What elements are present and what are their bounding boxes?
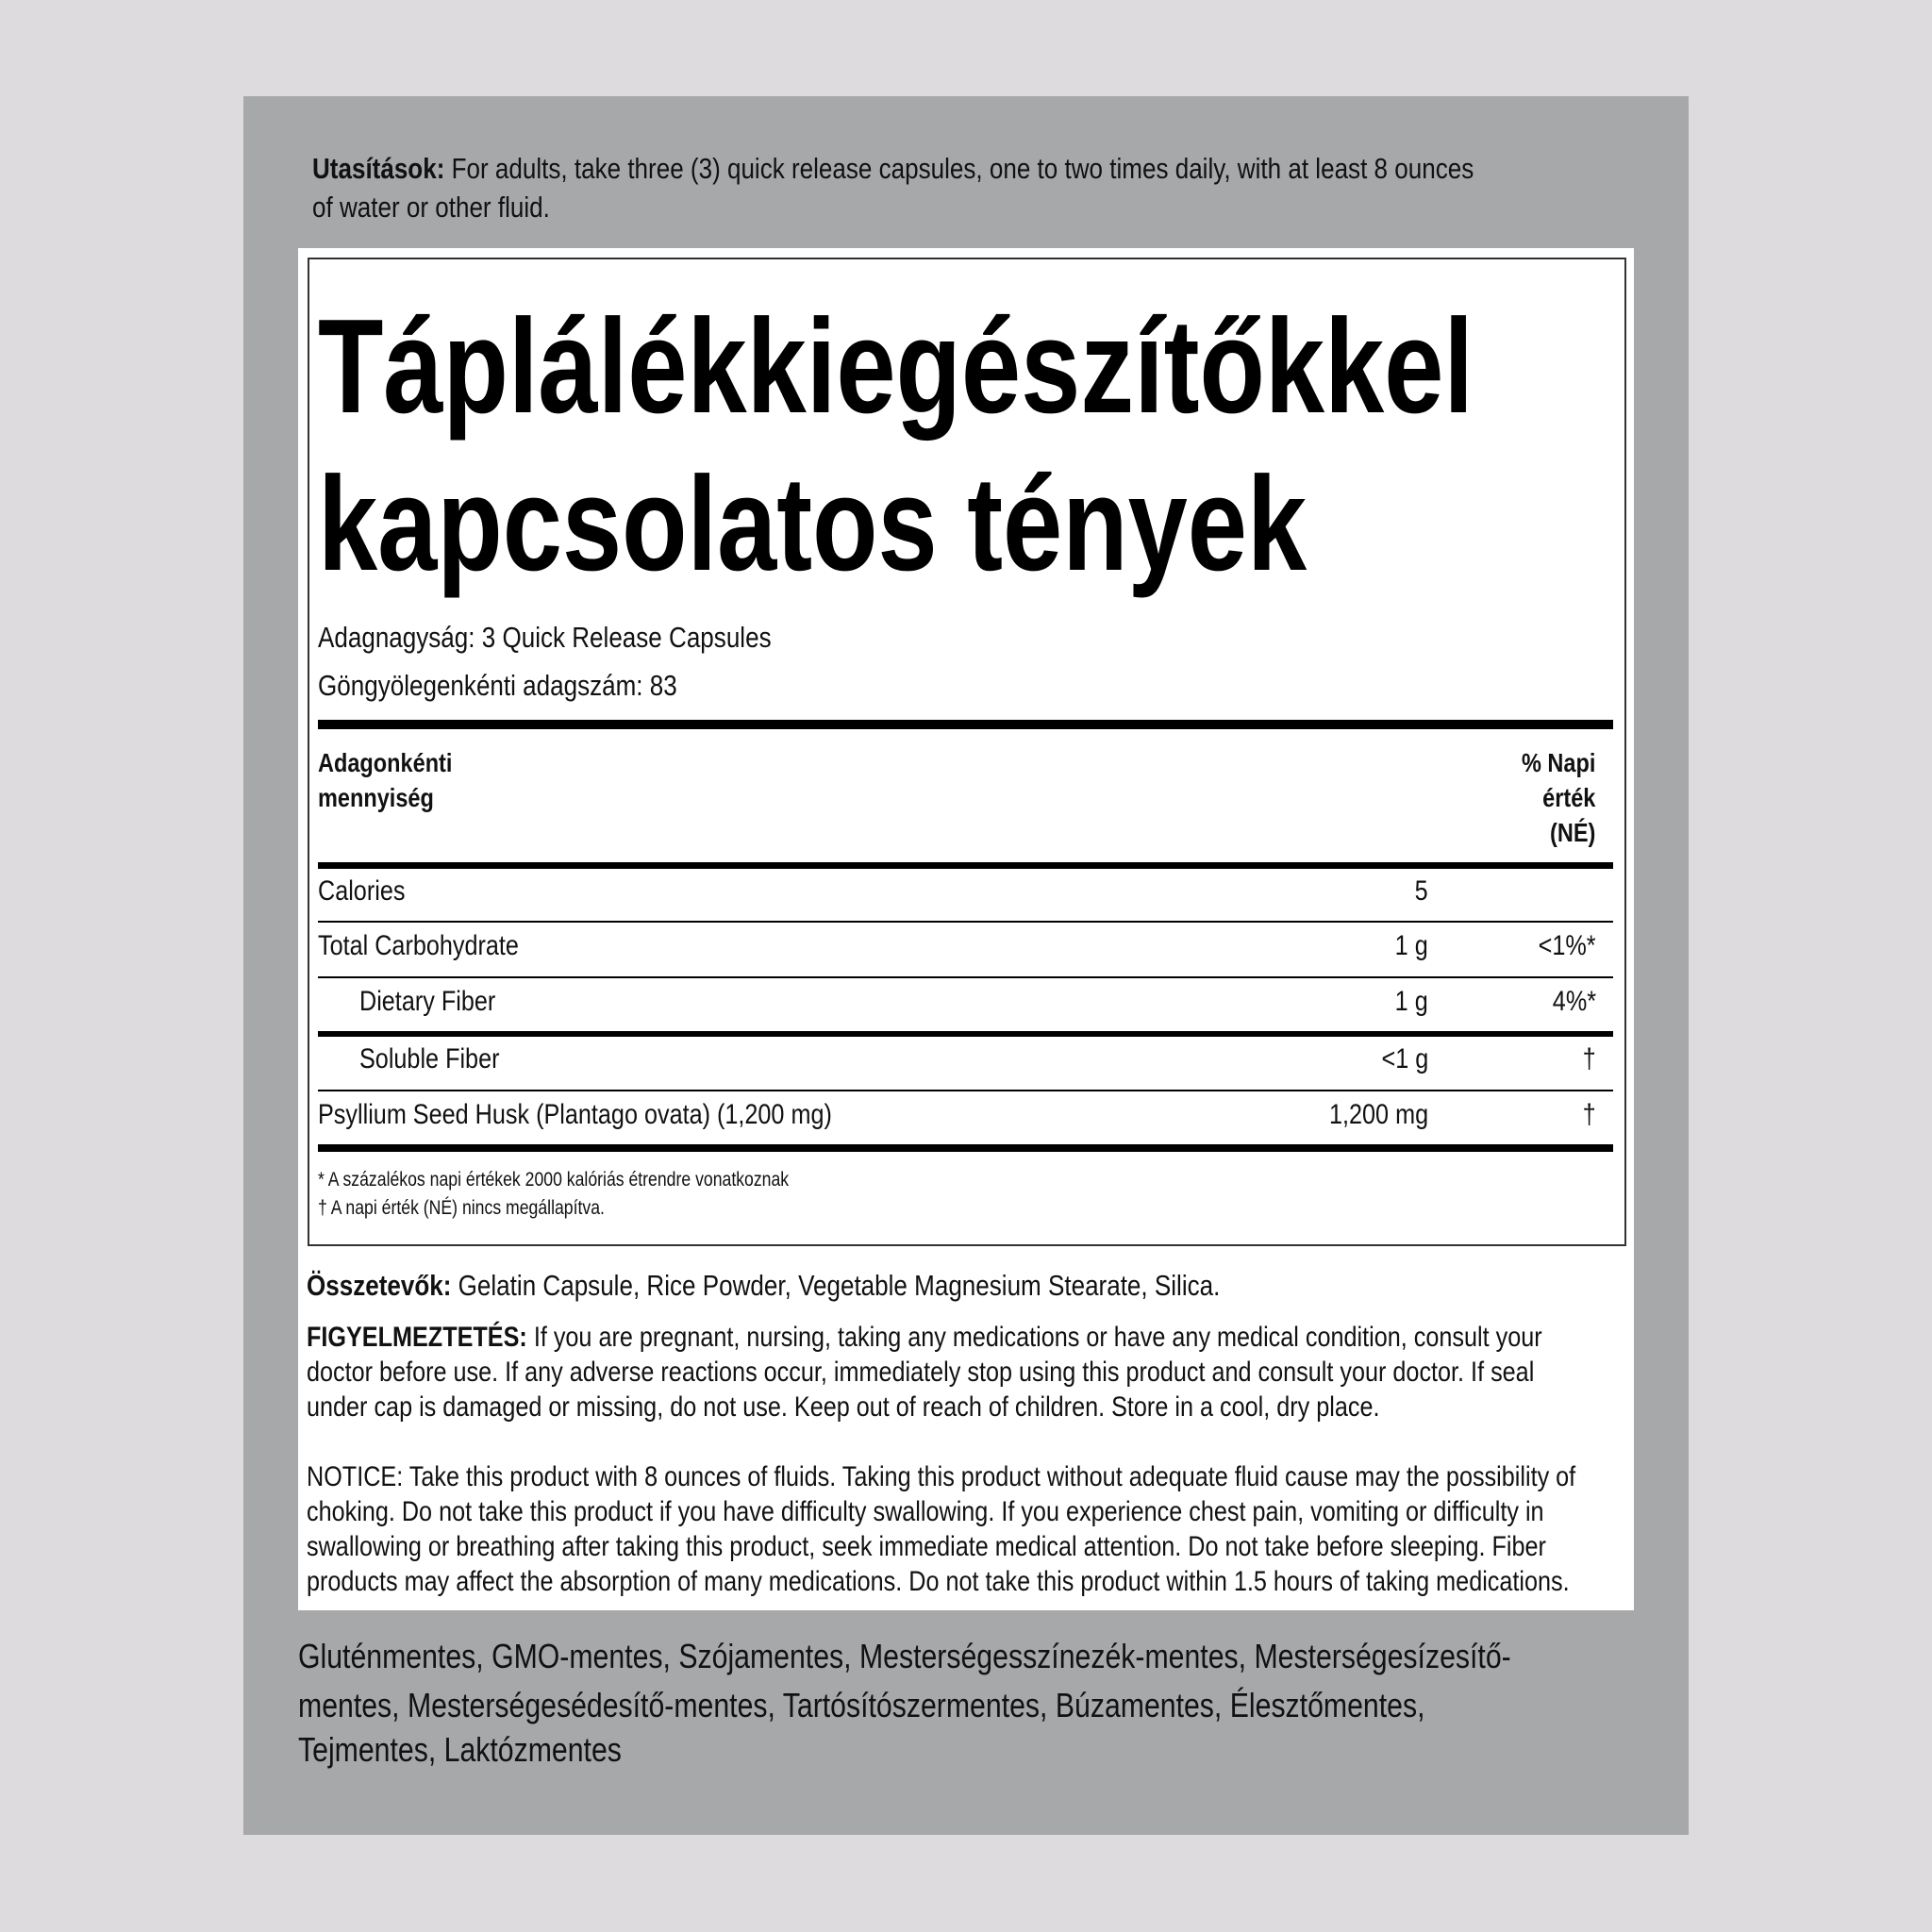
header-line: mennyiség	[318, 783, 434, 812]
title-line: Táplálékkiegészítőkkel	[318, 291, 1474, 441]
nutrient-dv: †	[1582, 1099, 1596, 1130]
directions	[312, 149, 1474, 226]
amount-header	[318, 745, 452, 815]
serving-size: Adagnagyság: 3 Quick Release Capsules	[318, 621, 772, 654]
nutrient-name: Dietary Fiber	[359, 986, 496, 1017]
nutrient-dv: <1%*	[1539, 930, 1596, 961]
title-line: kapcsolatos tények	[318, 449, 1307, 599]
nutrient-row	[318, 983, 1613, 1021]
nutrient-name: Calories	[318, 875, 406, 907]
nutrient-amount: 1 g	[1394, 930, 1428, 961]
thick-divider	[318, 1144, 1613, 1152]
nutrient-row	[318, 873, 1613, 910]
header-line: Adagonkénti	[318, 748, 453, 777]
facts-title	[318, 288, 1474, 603]
warning-label: FIGYELMEZTETÉS:	[307, 1322, 527, 1353]
free-from-line: Gluténmentes, GMO-mentes, Szójamentes, Mesterségesszínezék-mentes, Mesterségesízesítő-	[298, 1637, 1511, 1675]
dv-header	[1522, 745, 1595, 850]
notice-line: swallowing or breathing after taking this product, seek immediate medical attention. Do not take before sleeping. Fiber	[307, 1531, 1546, 1562]
header-line: érték	[1541, 783, 1595, 812]
nutrient-dv: †	[1582, 1043, 1596, 1074]
nutrient-row	[318, 927, 1613, 965]
nutrient-amount: <1 g	[1381, 1043, 1428, 1074]
ingredients	[307, 1266, 1220, 1305]
divider	[318, 1090, 1613, 1091]
free-from-list	[298, 1632, 1511, 1774]
header-line: (NÉ)	[1549, 818, 1595, 847]
free-from-line: mentes, Mesterségesédesítő-mentes, Tartósítószermentes, Búzamentes, Élesztőmentes,	[298, 1686, 1425, 1724]
nutrient-name: Total Carbohydrate	[318, 930, 519, 961]
nutrient-amount: 1,200 mg	[1328, 1099, 1428, 1130]
notice	[307, 1459, 1575, 1599]
ingredients-label: Összetevők:	[307, 1269, 452, 1302]
nutrient-name: Psyllium Seed Husk (Plantago ovata) (1,200 mg)	[318, 1099, 832, 1130]
header-line: % Napi	[1521, 748, 1595, 777]
nutrient-amount: 5	[1414, 875, 1428, 907]
divider	[318, 921, 1613, 923]
footnote: * A százalékos napi értékek 2000 kalóriás étrendre vonatkoznak	[318, 1169, 790, 1191]
thick-divider	[318, 720, 1613, 729]
footnote: † A napi érték (NÉ) nincs megállapítva.	[318, 1197, 605, 1219]
warning-line: If you are pregnant, nursing, taking any medications or have any medical condition, consult your	[533, 1322, 1542, 1353]
thick-divider	[318, 862, 1613, 869]
warning-line: under cap is damaged or missing, do not use. Keep out of reach of children. Store in a cool, dry place.	[307, 1391, 1380, 1423]
directions-line: For adults, take three (3) quick release capsules, one to two times daily, with at least 8 ounces	[451, 152, 1474, 185]
footnotes	[318, 1166, 789, 1223]
warning	[307, 1320, 1542, 1424]
nutrient-name: Soluble Fiber	[359, 1043, 500, 1074]
warning-line: doctor before use. If any adverse reactions occur, immediately stop using this product and consult your doctor. If seal	[307, 1357, 1535, 1388]
notice-line: choking. Do not take this product if you have difficulty swallowing. If you experience chest pain, vomiting or difficulty in	[307, 1496, 1544, 1527]
thick-divider	[318, 1031, 1613, 1037]
nutrient-dv: 4%*	[1552, 986, 1596, 1017]
ingredients-text: Gelatin Capsule, Rice Powder, Vegetable Magnesium Stearate, Silica.	[458, 1269, 1221, 1302]
servings-per-container: Göngyölegenkénti adagszám: 83	[318, 669, 677, 702]
directions-label: Utasítások:	[312, 152, 445, 185]
nutrient-row	[318, 1041, 1613, 1078]
notice-line: NOTICE: Take this product with 8 ounces of fluids. Taking this product without adequate fluid cause may the possibility of	[307, 1461, 1576, 1492]
nutrient-amount: 1 g	[1394, 986, 1428, 1017]
notice-line: products may affect the absorption of many medications. Do not take this product within 1.5 hours of taking medications.	[307, 1566, 1570, 1597]
free-from-line: Tejmentes, Laktózmentes	[298, 1730, 622, 1769]
nutrient-row	[318, 1096, 1613, 1134]
directions-line: of water or other fluid.	[312, 191, 550, 224]
divider	[318, 976, 1613, 978]
